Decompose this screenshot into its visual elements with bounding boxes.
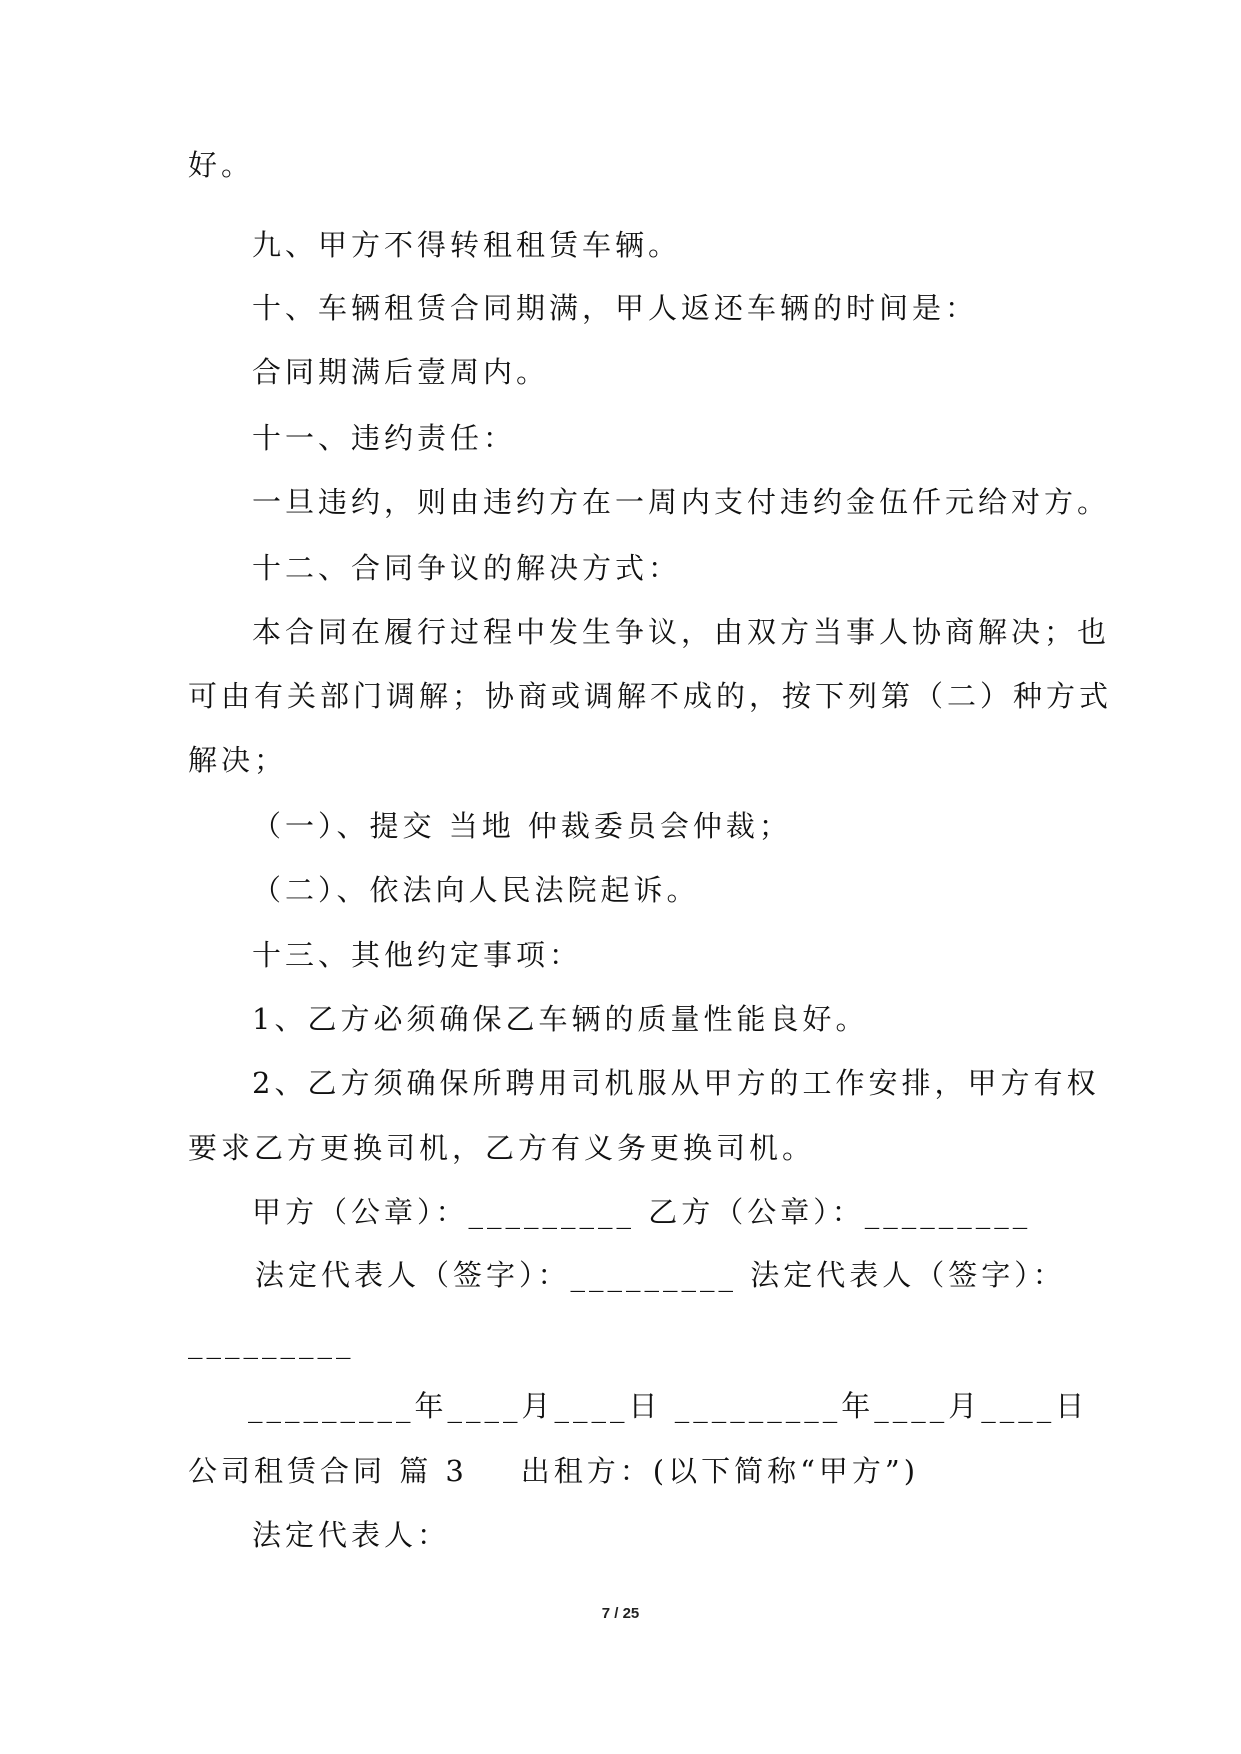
clause-13: 十三、其他约定事项：	[252, 938, 583, 972]
clause-9: 九、甲方不得转租租赁车辆。	[252, 228, 682, 262]
signature-seal-line: 甲方（公章）：_________ 乙方（公章）：_________	[252, 1195, 1032, 1229]
text-line: 2、乙方须确保所聘用司机服从甲方的工作安排，甲方有权	[252, 1066, 1100, 1100]
clause-11: 十一、违约责任：	[252, 421, 517, 455]
section-heading: 公司租赁合同 篇 3 出租方：(以下简称“甲方”)	[188, 1454, 920, 1488]
clause-12: 十二、合同争议的解决方式：	[252, 551, 682, 585]
date-line: _________年____月____日 _________年____月____日	[248, 1389, 1089, 1423]
text-line: 一旦违约，则由违约方在一周内支付违约金伍仟元给对方。	[252, 485, 1111, 519]
signature-rep-line: 法定代表人（签字）：_________ 法定代表人（签字）：	[255, 1258, 1066, 1292]
option-2: （二）、依法向人民法院起诉。	[252, 873, 700, 907]
text-line: 法定代表人：	[252, 1518, 451, 1552]
text-line: 合同期满后壹周内。	[252, 355, 550, 389]
page-number: 7 / 25	[601, 1605, 640, 1622]
clause-10: 十、车辆租赁合同期满，甲人返还车辆的时间是：	[252, 291, 979, 325]
text-line: 要求乙方更换司机，乙方有义务更换司机。	[188, 1131, 816, 1165]
text-line: 好。	[188, 148, 255, 182]
text-line: 1、乙方必须确保乙车辆的质量性能良好。	[252, 1002, 869, 1036]
text-line: 解决；	[188, 743, 288, 777]
option-1: （一）、提交 当地 仲裁委员会仲裁；	[252, 809, 792, 843]
signature-blank: _________	[188, 1325, 355, 1359]
text-line: 可由有关部门调解；协商或调解不成的，按下列第（二）种方式	[188, 679, 1113, 713]
text-line: 本合同在履行过程中发生争议，由双方当事人协商解决；也	[252, 615, 1111, 649]
